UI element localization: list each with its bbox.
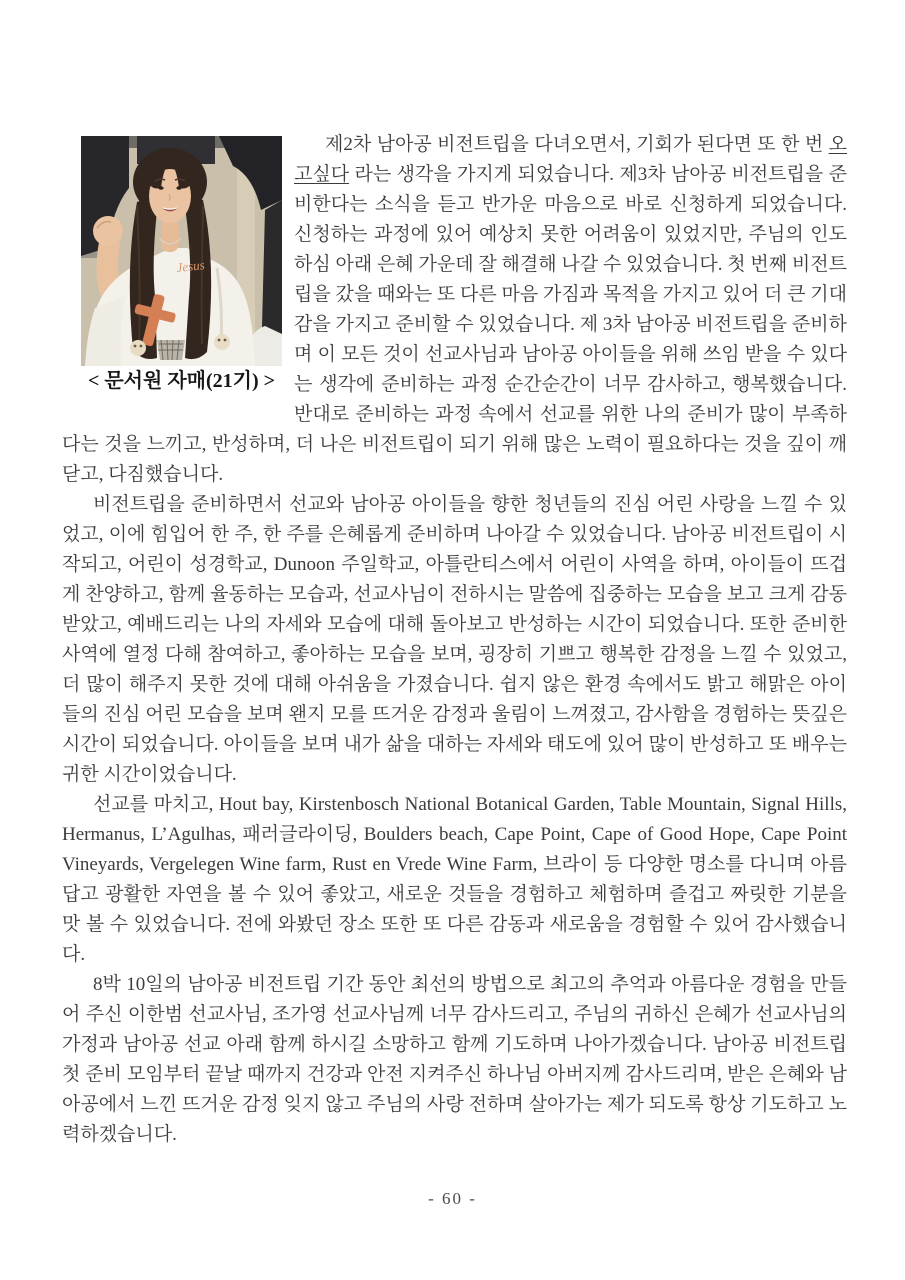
- p1-underlined-phrase: 오고싶다: [294, 134, 847, 185]
- page-number: - 60 -: [428, 1189, 477, 1208]
- p1-text-before-underline: 제2차 남아공 비전트립을 다녀오면서, 기회가 된다면 또 한 번: [325, 134, 829, 155]
- portrait-photo: [81, 136, 282, 366]
- article-body: [62, 130, 847, 1150]
- photo-caption: < 문서원 자매(21기) >: [87, 370, 276, 392]
- paragraph-3: 선교를 마치고, Hout bay, Kirstenbosch National Botanical Garden, Table Mountain, Signal Hills, Hermanus, L’Agulhas, 패러글라이딩, Boulders beach, Cape Point, Cape of Good Hope, Cape Point Vineyards, Vergelegen Wine farm, Rust en Vrede Wine Farm, 브라이 등 다양한 명소를 다니며 아름답고 광활한 자연을 볼 수 있어 좋았고, 새로운 것들을 경험하고 체험하며 즐겁고 짜릿한 기분을 맛 볼 수 있었습니다. 전에 와봤던 장소 또한 또 다른 감동과 새로움을 경험할 수 있어 감사했습니다.: [62, 794, 847, 965]
- p1-text-after-underline: 라는 생각을 가지게 되었습니다. 제3차 남아공 비전트립을 준비한다는 소식을 듣고 반가운 마음으로 바로 신청하게 되었습니다. 신청하는 과정에 있어 예상치 못한 어려움이 있었지만, 주님의 인도 하심 아래 은혜 가운데 잘 해결해 나갈 수 있었습니다. 첫 번째 비전트립을 갔을 때와는 또 다른 마음 가짐과 목적을 가지고 있어 더 큰 기대감을 가지고 준비할 수 있었습니다. 제 3차 남아공 비전트립을 준비하며 이 모든 것이 선교사님과 남아공 아이들을 위해 쓰임 받을 수 있다는 생각에 준비하는 과정 순간순간이 너무 감사하고, 행복했습니다. 반대로 준비하는 과정 속에서 선교를 위한 나의 준비가 많이 부족하다는 것을 느끼고, 반성하며, 더 나은 비전트립이 되기 위해 많은 노력이 필요하다는 것을 깊이 깨닫고, 다짐했습니다.: [62, 164, 847, 485]
- shirt-bear-graphic-left: [130, 340, 146, 356]
- portrait-photo-illustration: [81, 136, 282, 366]
- shirt-script-text: Jesus: [175, 257, 206, 275]
- paragraph-2: 비전트립을 준비하면서 선교와 남아공 아이들을 향한 청년들의 진심 어린 사랑을 느낄 수 있었고, 이에 힘입어 한 주, 한 주를 은혜롭게 준비하며 나아갈 수 있었습니다. 남아공 비전트립이 시작되고, 어린이 성경학교, Dunoon 주일학교, 아틀란티스에서 어린이 사역을 하며, 아이들이 뜨겁게 찬양하고, 함께 율동하는 모습과, 선교사님이 전하시는 말씀에 집중하는 모습을 보고 크게 감동받았고, 예배드리는 나의 자세와 모습에 대해 돌아보고 반성하는 시간이 되었습니다. 또한 준비한 사역에 열정 다해 참여하고, 좋아하는 모습을 보며, 굉장히 기쁘고 행복한 감정을 느낄 수 있었고, 더 많이 해주지 못한 것에 대해 아쉬움을 가졌습니다. 쉽지 않은 환경 속에서도 밝고 해맑은 아이들의 진심 어린 모습을 보며 왠지 모를 뜨거운 감정과 울림이 느껴졌고, 감사함을 경험하는 뜻깊은 시간이 되었습니다. 아이들을 보며 내가 삶을 대하는 자세와 태도에 있어 많이 반성하고 또 배우는 귀한 시간이었습니다.: [62, 494, 847, 785]
- shirt-bear-graphic-right: [214, 334, 230, 350]
- shirt-basket-graphic: [157, 340, 185, 360]
- paragraph-4: 8박 10일의 남아공 비전트립 기간 동안 최선의 방법으로 최고의 추억과 아름다운 경험을 만들어 주신 이한범 선교사님, 조가영 선교사님께 너무 감사드리고, 주님의 귀하신 은혜가 선교사님의 가정과 남아공 선교 아래 함께 하시길 소망하고 함께 기도하며 나아가겠습니다. 남아공 비전트립 첫 준비 모임부터 끝날 때까지 건강과 안전 지켜주신 하나님 아버지께 감사드리며, 받은 은혜와 남아공에서 느낀 뜨거운 감정 잊지 않고 주님의 사랑 전하며 살아가는 제가 되도록 항상 기도하고 노력하겠습니다.: [62, 974, 847, 1145]
- photo-figure: [81, 136, 282, 393]
